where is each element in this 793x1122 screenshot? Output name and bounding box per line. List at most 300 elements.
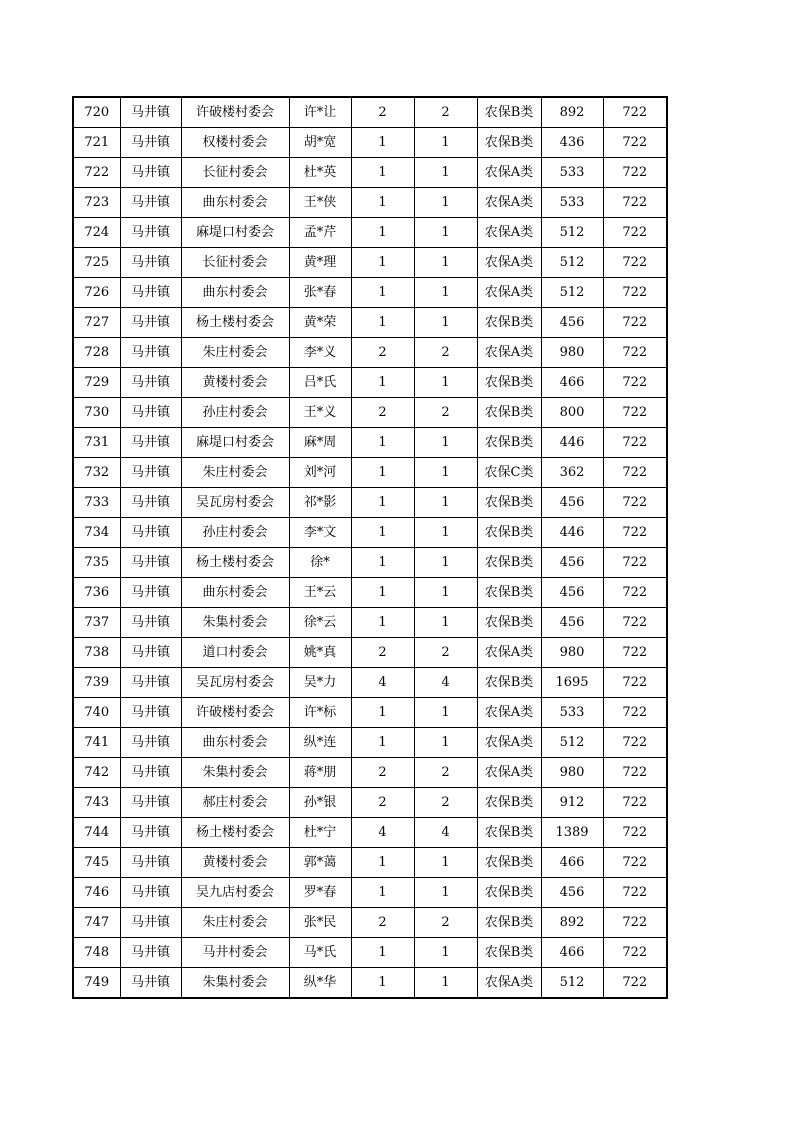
count-b-cell: 1	[414, 188, 477, 218]
amount-cell: 446	[541, 518, 603, 548]
village-committee-cell: 曲东村委会	[181, 728, 289, 758]
value-cell: 722	[603, 938, 667, 968]
category-cell: 农保B类	[477, 368, 541, 398]
category-cell: 农保A类	[477, 188, 541, 218]
amount-cell: 512	[541, 728, 603, 758]
village-committee-cell: 杨土楼村委会	[181, 308, 289, 338]
village-committee-cell: 朱庄村委会	[181, 458, 289, 488]
name-cell: 杜*英	[289, 158, 351, 188]
table-row	[73, 158, 667, 188]
village-committee-cell: 郝庄村委会	[181, 788, 289, 818]
town-cell: 马井镇	[120, 608, 181, 638]
count-b-cell: 1	[414, 848, 477, 878]
count-a-cell: 1	[351, 698, 414, 728]
name-cell: 纵*连	[289, 728, 351, 758]
count-a-cell: 2	[351, 788, 414, 818]
amount-cell: 980	[541, 758, 603, 788]
value-cell: 722	[603, 968, 667, 999]
row-number-cell: 722	[73, 158, 120, 188]
amount-cell: 456	[541, 878, 603, 908]
name-cell: 孙*银	[289, 788, 351, 818]
count-b-cell: 2	[414, 338, 477, 368]
value-cell: 722	[603, 158, 667, 188]
value-cell: 722	[603, 128, 667, 158]
amount-cell: 912	[541, 788, 603, 818]
amount-cell: 456	[541, 308, 603, 338]
name-cell: 杜*宁	[289, 818, 351, 848]
value-cell: 722	[603, 398, 667, 428]
table-row	[73, 878, 667, 908]
amount-cell: 466	[541, 848, 603, 878]
count-b-cell: 1	[414, 878, 477, 908]
village-committee-cell: 朱集村委会	[181, 608, 289, 638]
amount-cell: 456	[541, 608, 603, 638]
village-committee-cell: 吴瓦房村委会	[181, 488, 289, 518]
count-b-cell: 2	[414, 97, 477, 128]
value-cell: 722	[603, 188, 667, 218]
category-cell: 农保A类	[477, 158, 541, 188]
row-number-cell: 732	[73, 458, 120, 488]
category-cell: 农保B类	[477, 398, 541, 428]
town-cell: 马井镇	[120, 938, 181, 968]
count-b-cell: 4	[414, 668, 477, 698]
category-cell: 农保A类	[477, 728, 541, 758]
table-row	[73, 368, 667, 398]
amount-cell: 436	[541, 128, 603, 158]
value-cell: 722	[603, 278, 667, 308]
count-b-cell: 2	[414, 638, 477, 668]
row-number-cell: 728	[73, 338, 120, 368]
count-a-cell: 1	[351, 188, 414, 218]
village-committee-cell: 曲东村委会	[181, 578, 289, 608]
count-a-cell: 2	[351, 338, 414, 368]
category-cell: 农保A类	[477, 758, 541, 788]
row-number-cell: 736	[73, 578, 120, 608]
table-row	[73, 758, 667, 788]
count-a-cell: 1	[351, 278, 414, 308]
table-row	[73, 338, 667, 368]
count-b-cell: 1	[414, 278, 477, 308]
village-committee-cell: 朱庄村委会	[181, 338, 289, 368]
count-b-cell: 1	[414, 488, 477, 518]
town-cell: 马井镇	[120, 188, 181, 218]
value-cell: 722	[603, 758, 667, 788]
count-b-cell: 1	[414, 458, 477, 488]
count-a-cell: 4	[351, 668, 414, 698]
amount-cell: 512	[541, 278, 603, 308]
name-cell: 刘*河	[289, 458, 351, 488]
count-a-cell: 1	[351, 458, 414, 488]
name-cell: 马*氏	[289, 938, 351, 968]
name-cell: 王*云	[289, 578, 351, 608]
count-b-cell: 1	[414, 128, 477, 158]
category-cell: 农保A类	[477, 248, 541, 278]
count-a-cell: 1	[351, 128, 414, 158]
amount-cell: 446	[541, 428, 603, 458]
row-number-cell: 740	[73, 698, 120, 728]
table-row	[73, 788, 667, 818]
category-cell: 农保A类	[477, 968, 541, 999]
table-row	[73, 308, 667, 338]
name-cell: 许*让	[289, 97, 351, 128]
amount-cell: 533	[541, 188, 603, 218]
name-cell: 王*义	[289, 398, 351, 428]
count-b-cell: 2	[414, 908, 477, 938]
row-number-cell: 747	[73, 908, 120, 938]
category-cell: 农保B类	[477, 308, 541, 338]
town-cell: 马井镇	[120, 908, 181, 938]
amount-cell: 980	[541, 338, 603, 368]
count-a-cell: 2	[351, 908, 414, 938]
count-a-cell: 1	[351, 218, 414, 248]
amount-cell: 456	[541, 578, 603, 608]
name-cell: 罗*春	[289, 878, 351, 908]
count-b-cell: 1	[414, 578, 477, 608]
value-cell: 722	[603, 818, 667, 848]
amount-cell: 466	[541, 368, 603, 398]
count-a-cell: 2	[351, 97, 414, 128]
town-cell: 马井镇	[120, 158, 181, 188]
name-cell: 黄*理	[289, 248, 351, 278]
amount-cell: 512	[541, 218, 603, 248]
count-b-cell: 1	[414, 728, 477, 758]
row-number-cell: 727	[73, 308, 120, 338]
value-cell: 722	[603, 908, 667, 938]
town-cell: 马井镇	[120, 308, 181, 338]
name-cell: 张*春	[289, 278, 351, 308]
count-b-cell: 1	[414, 308, 477, 338]
category-cell: 农保B类	[477, 608, 541, 638]
village-committee-cell: 朱集村委会	[181, 968, 289, 999]
count-a-cell: 1	[351, 878, 414, 908]
row-number-cell: 725	[73, 248, 120, 278]
town-cell: 马井镇	[120, 398, 181, 428]
village-committee-cell: 长征村委会	[181, 158, 289, 188]
count-b-cell: 1	[414, 698, 477, 728]
amount-cell: 466	[541, 938, 603, 968]
count-b-cell: 1	[414, 518, 477, 548]
amount-cell: 512	[541, 968, 603, 999]
value-cell: 722	[603, 548, 667, 578]
name-cell: 胡*宽	[289, 128, 351, 158]
table-body	[73, 97, 667, 998]
village-committee-cell: 马井村委会	[181, 938, 289, 968]
amount-cell: 456	[541, 488, 603, 518]
table-row	[73, 458, 667, 488]
row-number-cell: 720	[73, 97, 120, 128]
name-cell: 麻*周	[289, 428, 351, 458]
count-b-cell: 1	[414, 248, 477, 278]
category-cell: 农保B类	[477, 578, 541, 608]
town-cell: 马井镇	[120, 248, 181, 278]
amount-cell: 533	[541, 698, 603, 728]
count-b-cell: 1	[414, 368, 477, 398]
table-row	[73, 428, 667, 458]
town-cell: 马井镇	[120, 638, 181, 668]
value-cell: 722	[603, 788, 667, 818]
table-row	[73, 968, 667, 999]
village-committee-cell: 孙庄村委会	[181, 518, 289, 548]
table-row	[73, 548, 667, 578]
name-cell: 张*民	[289, 908, 351, 938]
row-number-cell: 746	[73, 878, 120, 908]
table-row	[73, 668, 667, 698]
category-cell: 农保A类	[477, 698, 541, 728]
category-cell: 农保B类	[477, 97, 541, 128]
table-row	[73, 278, 667, 308]
row-number-cell: 734	[73, 518, 120, 548]
name-cell: 祁*影	[289, 488, 351, 518]
village-committee-cell: 黄楼村委会	[181, 368, 289, 398]
row-number-cell: 723	[73, 188, 120, 218]
row-number-cell: 742	[73, 758, 120, 788]
name-cell: 蒋*朋	[289, 758, 351, 788]
amount-cell: 512	[541, 248, 603, 278]
category-cell: 农保B类	[477, 488, 541, 518]
row-number-cell: 729	[73, 368, 120, 398]
village-committee-cell: 黄楼村委会	[181, 848, 289, 878]
count-a-cell: 1	[351, 308, 414, 338]
table-row	[73, 938, 667, 968]
village-committee-cell: 曲东村委会	[181, 278, 289, 308]
category-cell: 农保A类	[477, 278, 541, 308]
town-cell: 马井镇	[120, 758, 181, 788]
town-cell: 马井镇	[120, 578, 181, 608]
table-row	[73, 218, 667, 248]
row-number-cell: 748	[73, 938, 120, 968]
amount-cell: 1389	[541, 818, 603, 848]
table-row	[73, 97, 667, 128]
value-cell: 722	[603, 97, 667, 128]
count-b-cell: 1	[414, 608, 477, 638]
value-cell: 722	[603, 488, 667, 518]
amount-cell: 800	[541, 398, 603, 428]
category-cell: 农保B类	[477, 548, 541, 578]
name-cell: 郭*蔼	[289, 848, 351, 878]
row-number-cell: 741	[73, 728, 120, 758]
town-cell: 马井镇	[120, 548, 181, 578]
amount-cell: 362	[541, 458, 603, 488]
count-b-cell: 2	[414, 398, 477, 428]
category-cell: 农保B类	[477, 128, 541, 158]
town-cell: 马井镇	[120, 128, 181, 158]
count-a-cell: 1	[351, 488, 414, 518]
category-cell: 农保A类	[477, 638, 541, 668]
name-cell: 李*文	[289, 518, 351, 548]
village-committee-cell: 吴瓦房村委会	[181, 668, 289, 698]
category-cell: 农保B类	[477, 668, 541, 698]
row-number-cell: 739	[73, 668, 120, 698]
value-cell: 722	[603, 638, 667, 668]
count-b-cell: 2	[414, 788, 477, 818]
village-committee-cell: 杨土楼村委会	[181, 818, 289, 848]
name-cell: 许*标	[289, 698, 351, 728]
town-cell: 马井镇	[120, 698, 181, 728]
count-a-cell: 1	[351, 578, 414, 608]
count-b-cell: 4	[414, 818, 477, 848]
name-cell: 徐*	[289, 548, 351, 578]
count-a-cell: 1	[351, 428, 414, 458]
table-row	[73, 578, 667, 608]
table-row	[73, 698, 667, 728]
town-cell: 马井镇	[120, 368, 181, 398]
count-b-cell: 1	[414, 218, 477, 248]
value-cell: 722	[603, 308, 667, 338]
village-committee-cell: 权楼村委会	[181, 128, 289, 158]
row-number-cell: 745	[73, 848, 120, 878]
table-row	[73, 818, 667, 848]
value-cell: 722	[603, 848, 667, 878]
count-a-cell: 1	[351, 158, 414, 188]
count-b-cell: 1	[414, 428, 477, 458]
table-row	[73, 128, 667, 158]
town-cell: 马井镇	[120, 848, 181, 878]
amount-cell: 892	[541, 908, 603, 938]
category-cell: 农保A类	[477, 218, 541, 248]
name-cell: 徐*云	[289, 608, 351, 638]
town-cell: 马井镇	[120, 97, 181, 128]
village-committee-cell: 麻堤口村委会	[181, 218, 289, 248]
table-row	[73, 398, 667, 428]
value-cell: 722	[603, 698, 667, 728]
town-cell: 马井镇	[120, 788, 181, 818]
village-committee-cell: 吴九店村委会	[181, 878, 289, 908]
row-number-cell: 738	[73, 638, 120, 668]
town-cell: 马井镇	[120, 518, 181, 548]
count-a-cell: 4	[351, 818, 414, 848]
count-b-cell: 1	[414, 968, 477, 999]
name-cell: 王*侠	[289, 188, 351, 218]
row-number-cell: 737	[73, 608, 120, 638]
row-number-cell: 731	[73, 428, 120, 458]
town-cell: 马井镇	[120, 338, 181, 368]
count-a-cell: 2	[351, 758, 414, 788]
value-cell: 722	[603, 728, 667, 758]
table-row	[73, 848, 667, 878]
amount-cell: 892	[541, 97, 603, 128]
category-cell: 农保A类	[477, 338, 541, 368]
name-cell: 孟*芹	[289, 218, 351, 248]
table-row	[73, 188, 667, 218]
town-cell: 马井镇	[120, 878, 181, 908]
village-committee-cell: 麻堤口村委会	[181, 428, 289, 458]
data-table	[72, 96, 668, 999]
village-committee-cell: 朱庄村委会	[181, 908, 289, 938]
row-number-cell: 733	[73, 488, 120, 518]
town-cell: 马井镇	[120, 668, 181, 698]
table-row	[73, 638, 667, 668]
town-cell: 马井镇	[120, 428, 181, 458]
row-number-cell: 749	[73, 968, 120, 999]
value-cell: 722	[603, 518, 667, 548]
table-row	[73, 248, 667, 278]
category-cell: 农保B类	[477, 428, 541, 458]
name-cell: 纵*华	[289, 968, 351, 999]
town-cell: 马井镇	[120, 218, 181, 248]
amount-cell: 456	[541, 548, 603, 578]
count-a-cell: 1	[351, 938, 414, 968]
row-number-cell: 721	[73, 128, 120, 158]
town-cell: 马井镇	[120, 728, 181, 758]
name-cell: 黄*荣	[289, 308, 351, 338]
category-cell: 农保B类	[477, 908, 541, 938]
category-cell: 农保B类	[477, 818, 541, 848]
category-cell: 农保C类	[477, 458, 541, 488]
count-a-cell: 1	[351, 968, 414, 999]
value-cell: 722	[603, 248, 667, 278]
value-cell: 722	[603, 608, 667, 638]
town-cell: 马井镇	[120, 278, 181, 308]
value-cell: 722	[603, 878, 667, 908]
town-cell: 马井镇	[120, 818, 181, 848]
row-number-cell: 744	[73, 818, 120, 848]
count-b-cell: 1	[414, 548, 477, 578]
town-cell: 马井镇	[120, 968, 181, 999]
table-row	[73, 908, 667, 938]
count-b-cell: 2	[414, 758, 477, 788]
count-a-cell: 1	[351, 848, 414, 878]
value-cell: 722	[603, 428, 667, 458]
row-number-cell: 724	[73, 218, 120, 248]
count-a-cell: 1	[351, 608, 414, 638]
count-a-cell: 1	[351, 518, 414, 548]
village-committee-cell: 孙庄村委会	[181, 398, 289, 428]
category-cell: 农保B类	[477, 518, 541, 548]
value-cell: 722	[603, 578, 667, 608]
table-row	[73, 728, 667, 758]
count-a-cell: 1	[351, 368, 414, 398]
amount-cell: 533	[541, 158, 603, 188]
village-committee-cell: 道口村委会	[181, 638, 289, 668]
value-cell: 722	[603, 338, 667, 368]
table-row	[73, 518, 667, 548]
table-row	[73, 488, 667, 518]
amount-cell: 1695	[541, 668, 603, 698]
name-cell: 姚*真	[289, 638, 351, 668]
category-cell: 农保B类	[477, 878, 541, 908]
count-a-cell: 1	[351, 248, 414, 278]
value-cell: 722	[603, 458, 667, 488]
category-cell: 农保B类	[477, 848, 541, 878]
count-a-cell: 1	[351, 728, 414, 758]
row-number-cell: 726	[73, 278, 120, 308]
town-cell: 马井镇	[120, 458, 181, 488]
count-a-cell: 1	[351, 548, 414, 578]
row-number-cell: 730	[73, 398, 120, 428]
table-row	[73, 608, 667, 638]
village-committee-cell: 杨土楼村委会	[181, 548, 289, 578]
village-committee-cell: 朱集村委会	[181, 758, 289, 788]
count-a-cell: 2	[351, 638, 414, 668]
value-cell: 722	[603, 668, 667, 698]
category-cell: 农保B类	[477, 938, 541, 968]
name-cell: 吕*氏	[289, 368, 351, 398]
village-committee-cell: 曲东村委会	[181, 188, 289, 218]
value-cell: 722	[603, 218, 667, 248]
count-b-cell: 1	[414, 158, 477, 188]
town-cell: 马井镇	[120, 488, 181, 518]
row-number-cell: 735	[73, 548, 120, 578]
village-committee-cell: 长征村委会	[181, 248, 289, 278]
value-cell: 722	[603, 368, 667, 398]
village-committee-cell: 许破楼村委会	[181, 698, 289, 728]
count-a-cell: 2	[351, 398, 414, 428]
row-number-cell: 743	[73, 788, 120, 818]
village-committee-cell: 许破楼村委会	[181, 97, 289, 128]
amount-cell: 980	[541, 638, 603, 668]
name-cell: 李*义	[289, 338, 351, 368]
category-cell: 农保B类	[477, 788, 541, 818]
